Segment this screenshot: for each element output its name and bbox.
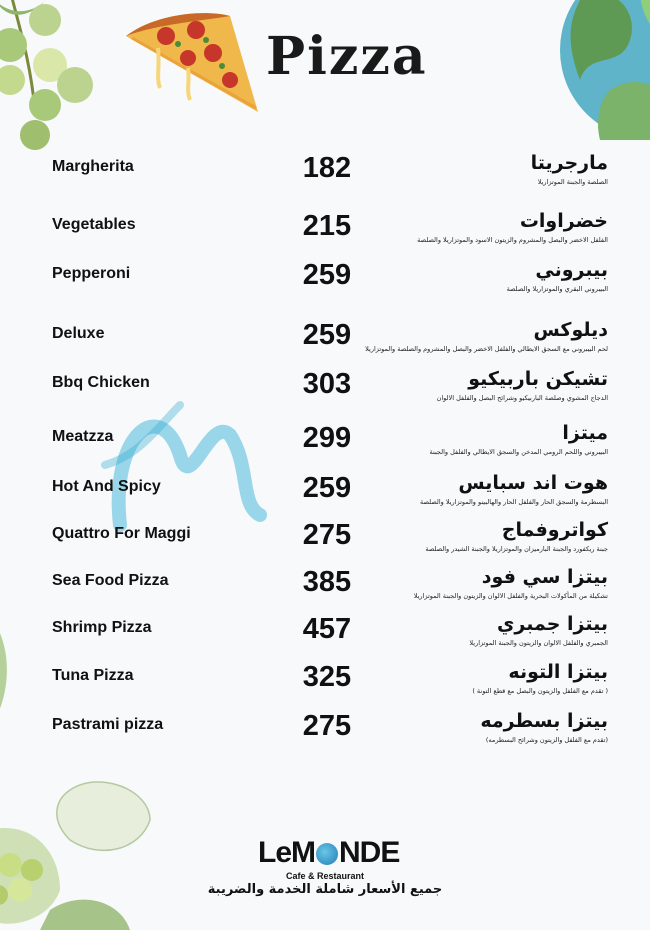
pizza-slice-icon [118, 8, 268, 116]
item-name-en: Margherita [52, 158, 134, 175]
menu-item [0, 259, 650, 319]
item-price: 275 [302, 710, 352, 742]
item-description: البيبروني البقري والموتزاريلا والصلصة [506, 285, 608, 293]
item-price: 259 [302, 319, 352, 351]
item-name-en: Deluxe [52, 325, 105, 342]
restaurant-logo [258, 836, 399, 870]
item-description: الجمبري والفلفل الالوان والزيتون والجبنة الموتزاريلا [469, 639, 608, 647]
item-price: 299 [302, 422, 352, 454]
item-description: الصلصة والجبنة الموتزاريلا [537, 178, 608, 186]
item-name-en: Shrimp Pizza [52, 619, 152, 636]
item-name-ar: ميتزا [562, 422, 608, 444]
item-name-en: Pepperoni [52, 265, 131, 282]
tax-note: جميع الأسعار شاملة الخدمة والضريبة [207, 882, 443, 897]
item-price: 182 [302, 152, 352, 184]
item-name-en: Vegetables [52, 216, 136, 233]
page-title: Pizza [266, 26, 428, 87]
item-price: 215 [302, 210, 352, 242]
item-name-ar: تشيكن باربيكيو [468, 368, 608, 390]
item-name-ar: بيتزا بسطرمه [480, 710, 608, 732]
item-description: الفلفل الاخضر والبصل والمشروم والزيتون الاسود والموتزاريلا والصلصة [417, 236, 608, 244]
header [118, 8, 478, 118]
globe-icon [316, 843, 338, 865]
item-price: 275 [302, 519, 352, 551]
item-name-en: Sea Food Pizza [52, 572, 169, 589]
menu-item [0, 152, 650, 212]
menu-item [0, 710, 650, 770]
item-name-ar: بيتزا التونه [508, 661, 608, 683]
item-name-en: Pastrami pizza [52, 716, 164, 733]
item-name-ar: ديلوكس [533, 319, 608, 341]
item-name-ar: بيتزا جمبري [496, 613, 608, 635]
item-name-en: Bbq Chicken [52, 374, 150, 391]
globe-decoration [550, 0, 650, 140]
item-name-en: Tuna Pizza [52, 667, 134, 684]
item-name-ar: خضراوات [519, 210, 608, 232]
item-price: 259 [302, 472, 352, 504]
logo-subtitle: Cafe & Restaurant [285, 871, 365, 881]
item-description: (تقدم مع الفلفل والزيتون وشرائح البسطرمه) [485, 736, 608, 744]
menu-item [0, 368, 650, 428]
item-description: جبنة ريكفورد والجبنة البارميزان والموتزاريلا والجبنة الشيدر والصلصة [425, 545, 608, 553]
item-description: ( تقدم مع الفلفل والزيتون والبصل مع قطع التونة ) [472, 687, 608, 695]
logo-text-start: LeM [258, 836, 315, 869]
item-price: 259 [302, 259, 352, 291]
item-name-en: Meatzza [52, 428, 114, 445]
item-name-en: Quattro For Maggi [52, 525, 191, 542]
item-description: تشكيلة من المأكولات البحرية والفلفل الالوان والزيتون والجبنة الموتزاريلا [413, 592, 608, 600]
item-price: 325 [302, 661, 352, 693]
item-name-ar: بيتزا سي فود [481, 566, 608, 588]
item-description: الدجاج المشوي وصلصة الباربيكيو وشرائح البصل والفلفل الالوان [436, 394, 608, 402]
item-description: البيبروني واللحم الرومي المدخن والسجق الايطالي والفلفل والجبنة [429, 448, 608, 456]
item-name-en: Hot And Spicy [52, 478, 161, 495]
vine-leaves-decoration [0, 770, 170, 930]
grapes-decoration [0, 0, 100, 160]
item-price: 457 [302, 613, 352, 645]
item-name-ar: مارجريتا [530, 152, 608, 174]
logo-text-end: NDE [339, 836, 400, 869]
item-name-ar: كواتروفماج [501, 519, 608, 541]
item-description: لحم البيبروني مع السجق الايطالي والفلفل الاخضر والبصل والمشروم والصلصة والموتزاريلا [365, 345, 608, 353]
item-name-ar: بيبروني [535, 259, 608, 281]
item-price: 303 [302, 368, 352, 400]
item-name-ar: هوت اند سبايس [458, 472, 608, 494]
item-price: 385 [302, 566, 352, 598]
item-description: البسطرمة والسجق الحار والفلفل الحار والهالبينو والموتزاريلا والصلصة [419, 498, 608, 506]
